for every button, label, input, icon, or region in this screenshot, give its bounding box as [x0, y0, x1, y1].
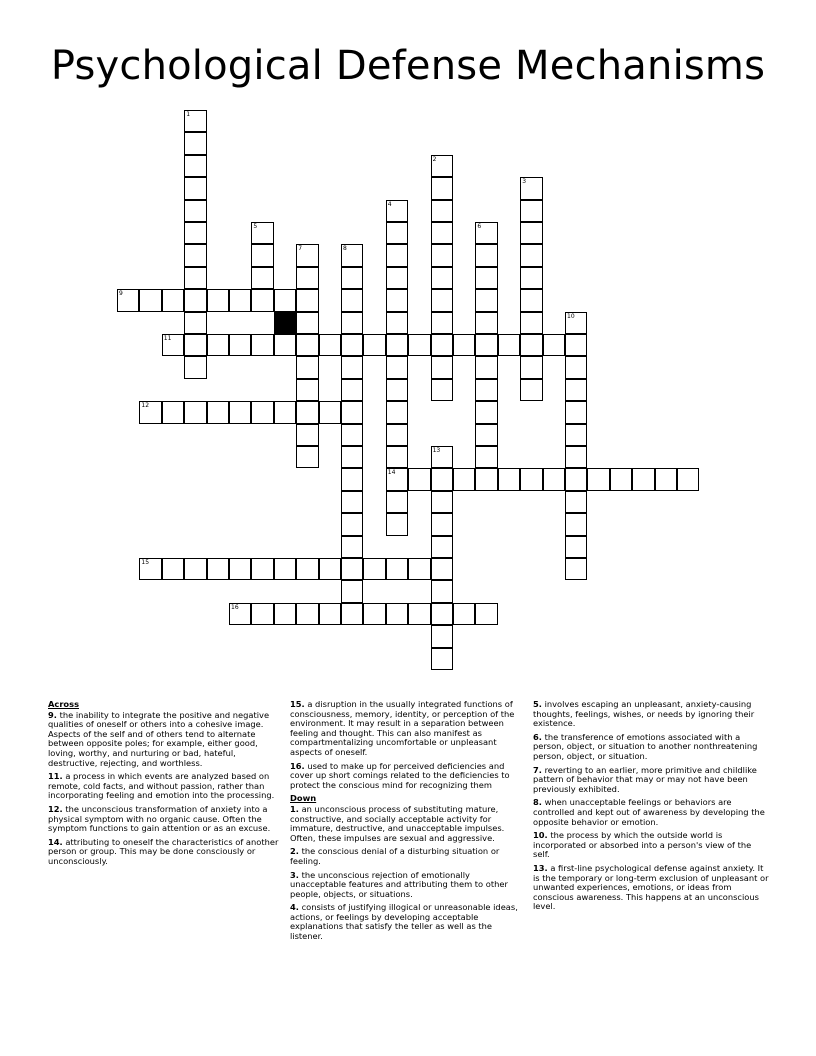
grid-cell[interactable] — [475, 446, 497, 468]
grid-cell[interactable] — [184, 222, 206, 244]
grid-cell[interactable] — [229, 603, 251, 625]
grid-cell[interactable] — [341, 603, 363, 625]
grid-cell[interactable] — [251, 401, 273, 423]
grid-cell[interactable] — [296, 558, 318, 580]
grid-cell[interactable] — [431, 558, 453, 580]
grid-cell[interactable] — [498, 334, 520, 356]
clue-number: 7. — [533, 764, 542, 775]
clue-number: 1 — [186, 111, 191, 118]
clue-text: consists of justifying illogical or unreasonable ideas, actions, or feelings by developing acceptable explanations that satisfy the teller as well as the listener. — [290, 902, 518, 942]
clue-number: 7 — [298, 245, 303, 253]
clue — [290, 871, 524, 900]
grid-cell[interactable] — [431, 244, 453, 266]
grid-cell[interactable] — [386, 334, 408, 356]
grid-cell[interactable] — [498, 468, 520, 490]
grid-cell[interactable] — [296, 334, 318, 356]
grid-cell[interactable] — [543, 468, 565, 490]
grid-cell[interactable] — [386, 424, 408, 446]
grid-cell[interactable] — [162, 558, 184, 580]
grid-cell[interactable] — [274, 401, 296, 423]
clue-number: 5 — [253, 223, 258, 230]
grid-cell[interactable] — [431, 580, 453, 602]
grid-cell[interactable] — [475, 244, 497, 266]
grid-cell[interactable] — [184, 110, 206, 132]
clue-number: 11 — [163, 335, 172, 342]
grid-cell[interactable] — [184, 267, 206, 289]
grid-cell[interactable] — [565, 334, 587, 356]
grid-cell[interactable] — [274, 289, 296, 311]
grid-cell[interactable] — [431, 648, 453, 670]
grid-cell[interactable] — [386, 222, 408, 244]
grid-cell[interactable] — [296, 379, 318, 401]
grid-cell[interactable] — [296, 424, 318, 446]
clue — [48, 805, 280, 834]
clue-number: 12. — [48, 803, 63, 814]
grid-cell[interactable] — [229, 558, 251, 580]
grid-cell[interactable] — [184, 401, 206, 423]
grid-cell[interactable] — [341, 289, 363, 311]
grid-cell[interactable] — [341, 468, 363, 490]
grid-cell[interactable] — [475, 312, 497, 334]
grid-cell[interactable] — [251, 267, 273, 289]
grid-cell[interactable] — [341, 558, 363, 580]
grid-cell[interactable] — [431, 177, 453, 199]
clue-number: 8. — [533, 797, 542, 808]
grid-cell[interactable] — [431, 379, 453, 401]
clue-text: a first-line psychological defense against anxiety. It is the temporary or long-term exclusion of unpleasant or unwanted experiences, emotions, or ideas from conscious awareness. This happens at an unconscious level. — [533, 862, 769, 912]
grid-cell[interactable] — [386, 267, 408, 289]
grid-cell[interactable] — [431, 312, 453, 334]
grid-cell[interactable] — [274, 558, 296, 580]
grid-cell[interactable] — [431, 446, 453, 468]
down-heading: Down — [290, 793, 317, 804]
clue-number: 3. — [290, 869, 299, 880]
grid-cell[interactable] — [565, 446, 587, 468]
grid-cell[interactable] — [296, 289, 318, 311]
clue — [48, 711, 280, 769]
grid-cell[interactable] — [319, 401, 341, 423]
clue-number: 6 — [477, 223, 482, 230]
clue — [533, 864, 769, 912]
grid-cell[interactable] — [520, 267, 542, 289]
grid-cell[interactable] — [386, 200, 408, 222]
grid-cell[interactable] — [341, 334, 363, 356]
clue-number: 14. — [48, 836, 63, 847]
clue-text: the transference of emotions associated with a person, object, or situation to another nonthreatening person, object, or situation. — [533, 731, 758, 761]
clue-number: 1. — [290, 803, 299, 814]
clue-text: attributing to oneself the characteristics of another person or group. This may be done consciously or unconsciously. — [48, 836, 279, 866]
grid-cell[interactable] — [319, 603, 341, 625]
clue-text: used to make up for perceived deficiencies and cover up short comings related to the deficiencies to protect the conscious mind for recognizing them — [290, 760, 510, 790]
clue-text: a disruption in the usually integrated functions of consciousness, memory, identity, or perception of the environment. It may result in a separation between feeling and thought. This can also manifest as compartmentalizing uncomfortable or unpleasant aspects of oneself. — [290, 699, 515, 757]
clue-text: involves escaping an unpleasant, anxiety-causing thoughts, feelings, wishes, or needs by ignoring their existence. — [533, 699, 755, 729]
grid-cell[interactable] — [341, 446, 363, 468]
grid-cell[interactable] — [319, 558, 341, 580]
grid-cell[interactable] — [184, 334, 206, 356]
clue-number: 9 — [119, 290, 123, 298]
clue-number: 4. — [290, 902, 299, 913]
grid-cell[interactable] — [431, 513, 453, 535]
grid-cell[interactable] — [184, 356, 206, 378]
grid-cell[interactable] — [475, 468, 497, 490]
grid-cell[interactable] — [341, 356, 363, 378]
grid-cell[interactable] — [520, 334, 542, 356]
page-title: Psychological Defense Mechanisms — [50, 43, 766, 89]
black-square — [274, 312, 296, 334]
clue-text: the process by which the outside world is incorporated or absorbed into a person's view of the self. — [533, 830, 752, 860]
clue — [290, 847, 524, 866]
clue-number: 13. — [533, 862, 548, 873]
grid-cell[interactable] — [184, 200, 206, 222]
grid-cell[interactable] — [386, 558, 408, 580]
clue — [48, 772, 280, 801]
grid-cell[interactable] — [363, 603, 385, 625]
grid-cell[interactable] — [408, 603, 430, 625]
grid-cell[interactable] — [520, 379, 542, 401]
grid-cell[interactable] — [565, 536, 587, 558]
grid-cell[interactable] — [565, 312, 587, 334]
grid-cell[interactable] — [341, 379, 363, 401]
grid-cell[interactable] — [341, 312, 363, 334]
grid-cell[interactable] — [341, 491, 363, 513]
grid-cell[interactable] — [632, 468, 654, 490]
grid-cell[interactable] — [386, 244, 408, 266]
clue-text: reverting to an earlier, more primitive and childlike pattern of behavior that may or may not have been previously exhibited. — [533, 764, 757, 794]
clue — [533, 733, 769, 762]
grid-cell[interactable] — [431, 468, 453, 490]
grid-cell[interactable] — [565, 491, 587, 513]
clue-text: the unconscious transformation of anxiety into a physical symptom with no organic cause. Often the symptom functions to gain attention or as an excuse. — [48, 803, 271, 834]
grid-cell[interactable] — [184, 132, 206, 154]
clue-number: 9. — [48, 709, 57, 720]
grid-cell[interactable] — [162, 401, 184, 423]
clue — [533, 766, 769, 795]
grid-cell[interactable] — [431, 356, 453, 378]
grid-cell[interactable] — [296, 312, 318, 334]
grid-cell[interactable] — [207, 334, 229, 356]
grid-cell[interactable] — [296, 446, 318, 468]
grid-cell[interactable] — [341, 513, 363, 535]
clue — [290, 700, 524, 758]
clue-text: the conscious denial of a disturbing situation or feeling. — [290, 846, 500, 866]
grid-cell[interactable] — [117, 289, 139, 311]
clue-text: the unconscious rejection of emotionally unacceptable features and attributing them to other people, objects, or situations. — [290, 869, 508, 899]
grid-cell[interactable] — [386, 446, 408, 468]
grid-cell[interactable] — [408, 468, 430, 490]
grid-cell[interactable] — [341, 244, 363, 266]
clue-number: 16. — [290, 760, 305, 771]
down-clue-list-continued — [533, 700, 769, 912]
grid-cell[interactable] — [475, 603, 497, 625]
grid-cell[interactable] — [229, 289, 251, 311]
grid-cell[interactable] — [431, 625, 453, 647]
grid-cell[interactable] — [475, 424, 497, 446]
grid-cell[interactable] — [655, 468, 677, 490]
grid-cell[interactable] — [565, 513, 587, 535]
grid-cell[interactable] — [520, 177, 542, 199]
grid-cell[interactable] — [184, 177, 206, 199]
across-heading: Across — [48, 699, 80, 709]
grid-cell[interactable] — [341, 424, 363, 446]
grid-cell[interactable] — [274, 334, 296, 356]
across-clue-list — [48, 711, 280, 867]
grid-cell[interactable] — [431, 200, 453, 222]
grid-cell[interactable] — [162, 289, 184, 311]
grid-cell[interactable] — [386, 491, 408, 513]
grid-cell[interactable] — [341, 267, 363, 289]
grid-cell[interactable] — [207, 558, 229, 580]
grid-cell[interactable] — [520, 222, 542, 244]
grid-cell[interactable] — [139, 401, 161, 423]
grid-cell[interactable] — [431, 536, 453, 558]
grid-cell[interactable] — [408, 558, 430, 580]
grid-cell[interactable] — [677, 468, 699, 490]
clue-number: 15. — [290, 699, 305, 709]
grid-cell[interactable] — [587, 468, 609, 490]
grid-cell[interactable] — [431, 491, 453, 513]
grid-cell[interactable] — [251, 244, 273, 266]
grid-cell[interactable] — [341, 580, 363, 602]
clue-number: 10 — [567, 312, 575, 320]
grid-cell[interactable] — [296, 603, 318, 625]
grid-cell[interactable] — [431, 289, 453, 311]
grid-cell[interactable] — [386, 513, 408, 535]
clue-number: 8 — [343, 245, 347, 253]
grid-cell[interactable] — [431, 222, 453, 244]
grid-cell[interactable] — [520, 200, 542, 222]
grid-cell[interactable] — [453, 334, 475, 356]
grid-cell[interactable] — [207, 289, 229, 311]
grid-cell[interactable] — [229, 401, 251, 423]
clues-column-3 — [533, 700, 769, 916]
grid-cell[interactable] — [475, 289, 497, 311]
grid-cell[interactable] — [251, 603, 273, 625]
grid-cell[interactable] — [453, 603, 475, 625]
grid-cell[interactable] — [363, 558, 385, 580]
clue-text: when unacceptable feelings or behaviors are controlled and kept out of awareness by developing the opposite behavior or emotion. — [533, 797, 765, 827]
grid-cell[interactable] — [475, 222, 497, 244]
grid-cell[interactable] — [341, 401, 363, 423]
clue — [533, 798, 769, 827]
clue-text: a process in which events are analyzed based on remote, cold facts, and without passion, rather than incorporating feeling and emotion into the processing. — [48, 771, 275, 801]
grid-cell[interactable] — [475, 334, 497, 356]
grid-cell[interactable] — [229, 334, 251, 356]
clue-number: 4 — [387, 200, 392, 208]
grid-cell[interactable] — [431, 334, 453, 356]
grid-cell[interactable] — [543, 334, 565, 356]
grid-cell[interactable] — [565, 424, 587, 446]
grid-cell[interactable] — [520, 312, 542, 334]
grid-cell[interactable] — [341, 536, 363, 558]
clue-text: an unconscious process of substituting mature, constructive, and socially acceptable activity for immature, destructive, and unacceptable impulses. Often, these impulses are sexual and aggressive. — [290, 803, 505, 843]
clue-number: 16 — [231, 603, 239, 611]
grid-cell[interactable] — [431, 603, 453, 625]
grid-cell[interactable] — [139, 558, 161, 580]
clue — [290, 805, 524, 843]
clue-number: 2 — [432, 155, 437, 163]
grid-cell[interactable] — [475, 356, 497, 378]
grid-cell[interactable] — [453, 468, 475, 490]
grid-cell[interactable] — [184, 558, 206, 580]
grid-cell[interactable] — [296, 267, 318, 289]
clue-number: 3 — [522, 178, 527, 186]
clue-number: 6. — [533, 731, 542, 742]
grid-cell[interactable] — [610, 468, 632, 490]
clue-number: 5. — [533, 699, 542, 709]
grid-cell[interactable] — [520, 244, 542, 266]
grid-cell[interactable] — [386, 401, 408, 423]
grid-cell[interactable] — [475, 267, 497, 289]
clue — [290, 903, 524, 941]
clue-number: 14 — [387, 469, 396, 477]
grid-cell[interactable] — [162, 334, 184, 356]
grid-cell[interactable] — [251, 222, 273, 244]
clue-number: 2. — [290, 846, 299, 857]
grid-cell[interactable] — [475, 401, 497, 423]
clue — [533, 700, 769, 729]
grid-cell[interactable] — [296, 244, 318, 266]
grid-cell[interactable] — [184, 155, 206, 177]
grid-cell[interactable] — [431, 267, 453, 289]
grid-cell[interactable] — [386, 289, 408, 311]
clue-text: the inability to integrate the positive and negative qualities of oneself or others into a cohesive image. Aspects of the self and of others tend to alternate between opposite poles; for example, either good, loving, worthy, and nurturing or bad, hateful, destructive, rejecting, and worthless. — [48, 709, 270, 768]
grid-cell[interactable] — [565, 356, 587, 378]
grid-cell[interactable] — [431, 155, 453, 177]
grid-cell[interactable] — [274, 603, 296, 625]
grid-cell[interactable] — [386, 603, 408, 625]
grid-cell[interactable] — [475, 379, 497, 401]
grid-cell[interactable] — [386, 356, 408, 378]
clues-column-2 — [290, 700, 524, 946]
clue-number: 10. — [533, 830, 548, 841]
grid-cell[interactable] — [520, 356, 542, 378]
grid-cell[interactable] — [565, 401, 587, 423]
grid-cell[interactable] — [296, 356, 318, 378]
grid-cell[interactable] — [408, 334, 430, 356]
grid-cell[interactable] — [184, 312, 206, 334]
grid-cell[interactable] — [363, 334, 385, 356]
clue-number: 11. — [48, 771, 63, 782]
grid-cell[interactable] — [565, 379, 587, 401]
clue-number: 13 — [432, 447, 441, 454]
grid-cell[interactable] — [251, 334, 273, 356]
grid-cell[interactable] — [386, 312, 408, 334]
grid-cell[interactable] — [251, 558, 273, 580]
across-clue-list-continued — [290, 700, 524, 790]
clues-column-1 — [48, 700, 280, 871]
grid-cell[interactable] — [139, 289, 161, 311]
grid-cell[interactable] — [207, 401, 229, 423]
clue-number: 12 — [141, 402, 150, 410]
clue — [533, 831, 769, 860]
grid-cell[interactable] — [184, 289, 206, 311]
grid-cell[interactable] — [386, 468, 408, 490]
grid-cell[interactable] — [565, 468, 587, 490]
grid-cell[interactable] — [319, 334, 341, 356]
grid-cell[interactable] — [565, 558, 587, 580]
clue — [48, 838, 280, 867]
clue — [290, 762, 524, 791]
grid-cell[interactable] — [520, 468, 542, 490]
grid-cell[interactable] — [520, 289, 542, 311]
down-clue-list — [290, 805, 524, 942]
grid-cell[interactable] — [251, 289, 273, 311]
grid-cell[interactable] — [296, 401, 318, 423]
grid-cell[interactable] — [386, 379, 408, 401]
grid-cell[interactable] — [184, 244, 206, 266]
clue-number: 15 — [141, 559, 150, 566]
